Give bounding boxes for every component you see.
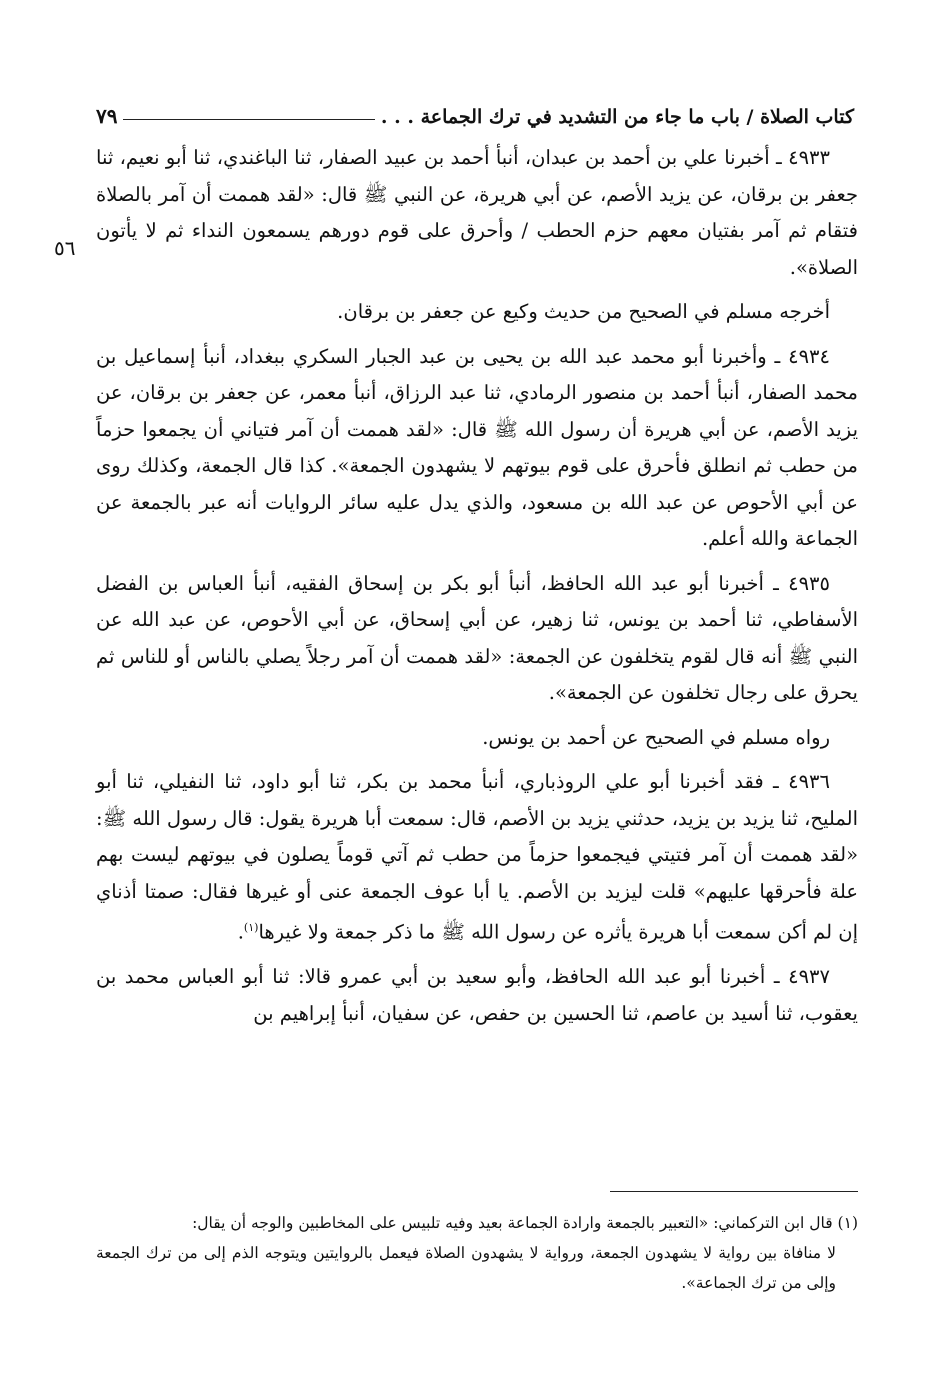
main-text xyxy=(96,140,858,1040)
hadith-4936-text: ٤٩٣٦ ـ فقد أخبرنا أبو علي الروذباري، أنبأ محمد بن بكر، ثنا أبو داود، ثنا النفيلي، ثنا أبو المليح، ثنا يزيد بن يزيد، حدثني يزيد بن الأصم، قال: سمعت أبا هريرة يقول: قال رسول الله ﷺ: «لقد هممت أن آمر فتيتي فيجمعوا حزماً من حطب ثم آتي قوماً يصلون في بيوتهم ليست بهم علة فأحرقها عليهم» قلت ليزيد بن الأصم. يا أبا عوف الجمعة عنى أو غيرها فقال: صمتا أذناي إن لم أكن سمعت أبا هريرة يأثره عن رسول الله ﷺ ما ذكر جمعة ولا غيرها xyxy=(96,770,858,944)
header-title: كتاب الصلاة / باب ما جاء من التشديد في ترك الجماعة . . . xyxy=(380,106,854,128)
running-header xyxy=(96,88,854,128)
footnote-line-2: لا منافاة بين رواية لا يشهدون الجمعة، ورواية لا يشهدون الصلاة فيعمل بالروايتين ويتوجه الذم إلى من ترك الجمعة وإلى من ترك الجماعة». xyxy=(96,1244,836,1292)
page-number: ٧٩ xyxy=(96,104,118,128)
hadith-4936: ٤٩٣٦ ـ فقد أخبرنا أبو علي الروذباري، أنبأ محمد بن بكر، ثنا أبو داود، ثنا النفيلي، ثنا أبو المليح، ثنا يزيد بن يزيد، حدثني يزيد بن الأصم، قال: سمعت أبا هريرة يقول: قال رسول الله ﷺ: «لقد هممت أن آمر فتيتي فيجمعوا حزماً من حطب ثم آتي قوماً يصلون في بيوتهم ليست بهم علة فأحرقها عليهم» قلت ليزيد بن الأصم. يا أبا عوف الجمعة عنى أو غيرها فقال: صمتا أذناي إن لم أكن سمعت أبا هريرة يأثره عن رسول الله ﷺ ما ذكر جمعة ولا غيرها$^{(١)}$. xyxy=(96,770,858,944)
takhrij-note-4933: أخرجه مسلم في الصحيح من حديث وكيع عن جعفر بن برقان. xyxy=(337,300,830,323)
footnote-line-1: (١) قال ابن التركماني: «التعبير بالجمعة وارادة الجماعة بعيد وفيه تلبيس على المخاطبين والوجه أن يقال: xyxy=(192,1214,858,1232)
hadith-4935: ٤٩٣٥ ـ أخبرنا أبو عبد الله الحافظ، أنبأ أبو بكر بن إسحاق الفقيه، أنبأ العباس بن الفضل الأسفاطي، ثنا أحمد بن يونس، ثنا زهير، عن أبي إسحاق، عن أبي الأحوص، عن عبد الله عن النبي ﷺ أنه قال لقوم يتخلفون عن الجمعة: «لقد هممت أن آمر رجلاً يصلي بالناس أو للناس ثم يحرق على رجال تخلفون عن الجمعة». xyxy=(96,571,858,704)
footnote-reference[interactable]: (١) xyxy=(243,921,259,934)
hadith-4934: ٤٩٣٤ ـ وأخبرنا أبو محمد عبد الله بن يحيى بن عبد الجبار السكري ببغداد، أنبأ إسماعيل بن محمد الصفار، أنبأ أحمد بن منصور الرمادي، ثنا عبد الرزاق، أنبأ معمر، عن جعفر بن برقان، عن يزيد الأصم، عن أبي هريرة أن رسول الله ﷺ قال: «لقد هممت أن آمر فتياني أن يجمعوا حزماً من حطب ثم انطلق فأحرق على قوم بيوتهم لا يشهدون الجمعة». كذا قال الجمعة، وكذلك روى عن أبي الأحوص عن عبد الله بن مسعود، والذي يدل عليه سائر الروايات أنه عبر بالجمعة عن الجماعة والله أعلم. xyxy=(96,344,858,550)
header-rule xyxy=(123,119,374,120)
margin-page-marker: ٥٦ xyxy=(54,236,76,260)
hadith-4937: ٤٩٣٧ ـ أخبرنا أبو عبد الله الحافظ، وأبو سعيد بن أبي عمرو قالا: ثنا أبو العباس محمد بن يعقوب، ثنا أسيد بن عاصم، ثنا الحسين بن حفص، عن سفيان، أنبأ إبراهيم بن xyxy=(96,965,858,1025)
hadith-4933: ٤٩٣٣ ـ أخبرنا علي بن أحمد بن عبدان، أنبأ أحمد بن عبيد الصفار، ثنا الباغندي، ثنا أبو نعيم، ثنا جعفر بن برقان، عن يزيد الأصم، عن أبي هريرة، عن النبي ﷺ قال: «لقد هممت أن آمر بالصلاة فتقام ثم آمر بفتيان معهم حزم الحطب / وأحرق على قوم دورهم يسمعون النداء ثم لا يأتون الصلاة». xyxy=(96,146,858,279)
takhrij-note-4935: رواه مسلم في الصحيح عن أحمد بن يونس. xyxy=(482,725,830,749)
footnote-separator xyxy=(610,1191,858,1192)
footnote xyxy=(96,1208,858,1298)
